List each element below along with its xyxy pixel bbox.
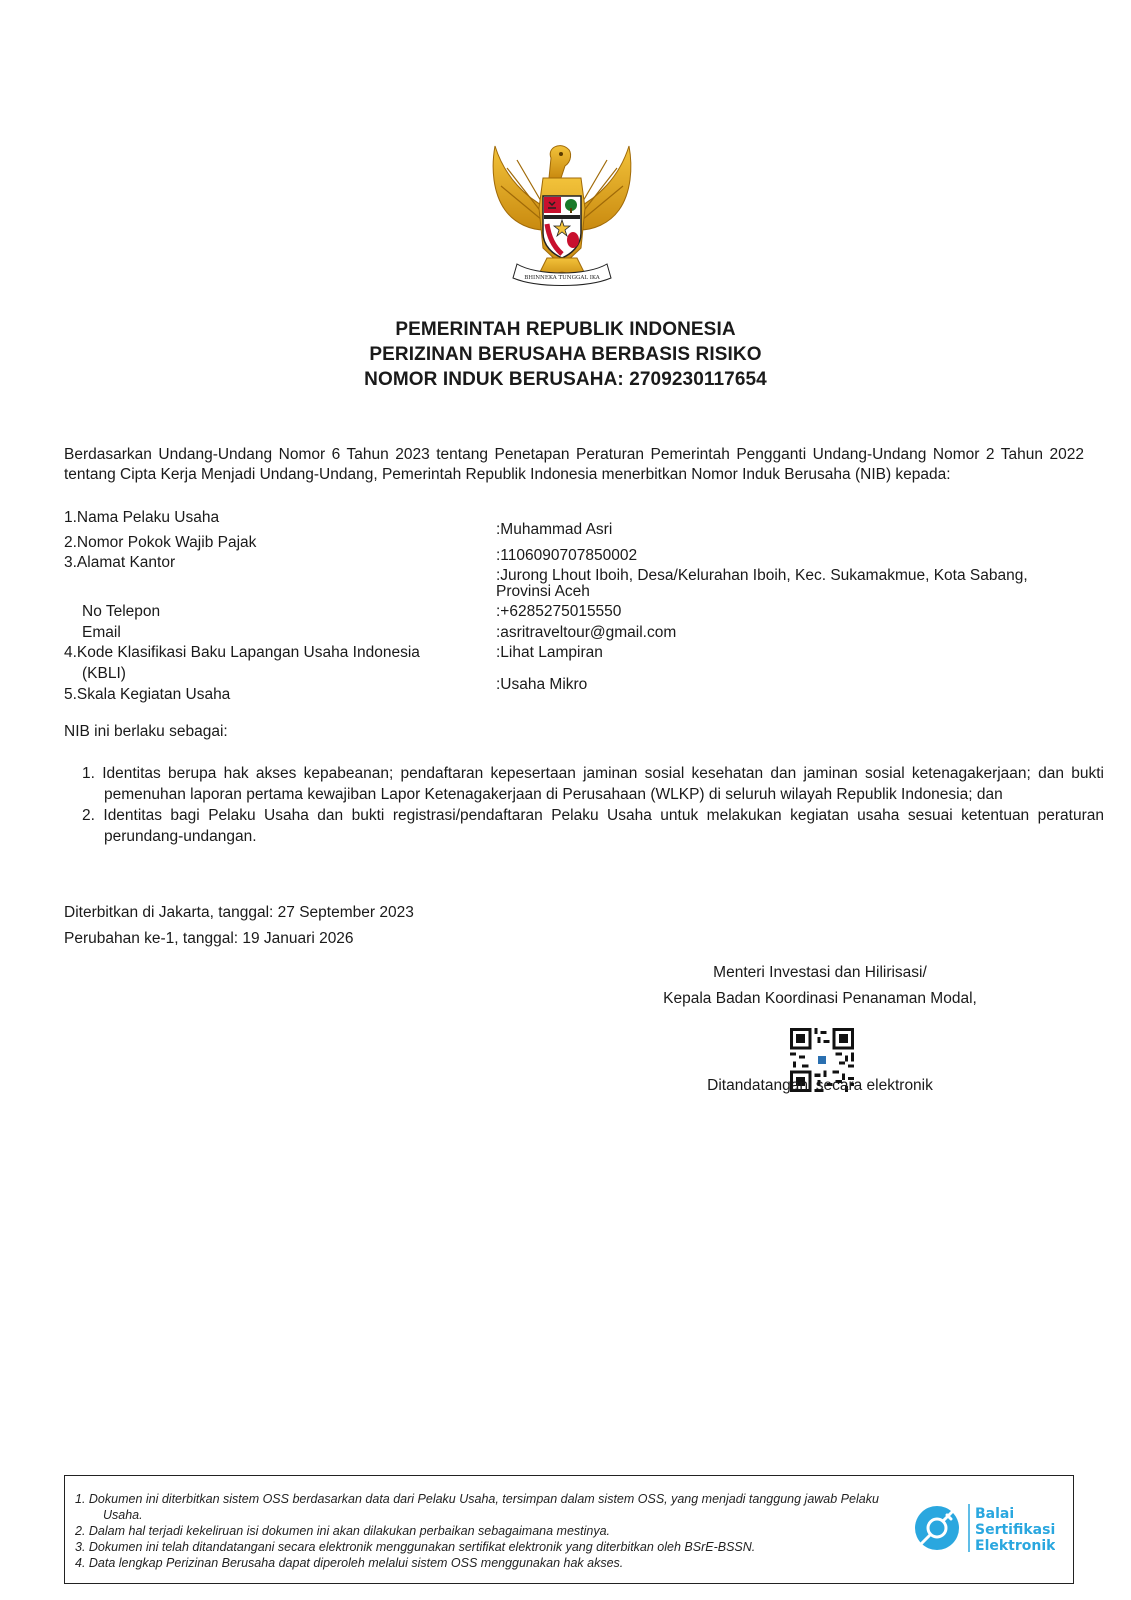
footer-note: 3. Dokumen ini telah ditandatangani secara elektronik menggunakan sertifikat elektronik yang diterbitkan oleh BSrE-BSSN. bbox=[75, 1540, 756, 1554]
signatory-title-line2: Kepala Badan Koordinasi Penanaman Modal, bbox=[663, 990, 977, 1007]
berlaku-list bbox=[82, 763, 1104, 847]
svg-text:Elektronik: Elektronik bbox=[975, 1538, 1055, 1554]
document-header-government: PEMERINTAH REPUBLIK INDONESIA bbox=[395, 319, 736, 340]
telepon-value: :+6285275015550 bbox=[496, 603, 622, 620]
signatory-title-line1: Menteri Investasi dan Hilirisasi/ bbox=[713, 964, 927, 981]
npwp-value: :1106090707850002 bbox=[496, 547, 638, 564]
nama-value: :Muhammad Asri bbox=[496, 521, 613, 538]
bsre-logo bbox=[913, 1498, 1055, 1558]
garuda-pancasila-emblem bbox=[487, 138, 637, 298]
svg-text:Sertifikasi: Sertifikasi bbox=[975, 1522, 1055, 1538]
document-header-permit: PERIZINAN BERUSAHA BERBASIS RISIKO bbox=[369, 344, 762, 365]
footer-notes bbox=[75, 1491, 905, 1571]
footer-disclaimer-box bbox=[64, 1475, 1074, 1584]
svg-text:BHINNEKA TUNGGAL IKA: BHINNEKA TUNGGAL IKA bbox=[524, 275, 600, 281]
skala-value: :Usaha Mikro bbox=[496, 676, 588, 693]
footer-note: 2. Dalam hal terjadi kekeliruan isi dokumen ini akan dilakukan perbaikan sebagaimana mestinya. bbox=[75, 1524, 611, 1538]
alamat-label: 3.Alamat Kantor bbox=[64, 554, 176, 571]
npwp-label: 2.Nomor Pokok Wajib Pajak bbox=[64, 534, 257, 551]
kbli-label-abbr: (KBLI) bbox=[82, 665, 126, 682]
email-value: :asritraveltour@gmail.com bbox=[496, 624, 677, 641]
skala-label: 5.Skala Kegiatan Usaha bbox=[64, 686, 231, 703]
list-item: 2. Identitas bagi Pelaku Usaha dan bukti registrasi/pendaftaran Pelaku Usaha untuk melakukan kegiatan usaha sesuai ketentuan peraturan perundang-undangan. bbox=[82, 807, 1104, 845]
issued-date: Diterbitkan di Jakarta, tanggal: 27 September 2023 bbox=[64, 904, 414, 921]
kbli-label: 4.Kode Klasifikasi Baku Lapangan Usaha Indonesia bbox=[64, 644, 420, 661]
footer-note: 4. Data lengkap Perizinan Berusaha dapat diperoleh melalui sistem OSS menggunakan hak akses. bbox=[75, 1556, 624, 1570]
email-label: Email bbox=[82, 624, 121, 641]
svg-text:Balai: Balai bbox=[975, 1506, 1015, 1522]
kbli-value: :Lihat Lampiran bbox=[496, 644, 603, 661]
telepon-label: No Telepon bbox=[82, 603, 161, 620]
nib-berlaku-heading: NIB ini berlaku sebagai: bbox=[64, 723, 228, 740]
intro-paragraph: Berdasarkan Undang-Undang Nomor 6 Tahun 2023 tentang Penetapan Peraturan Pemerintah Pengganti Undang-Undang Nomor 2 Tahun 2022 tentang Cipta Kerja Menjadi Undang-Undang, Pemerintah Republik Indonesia menerbitkan Nomor Induk Berusaha (NIB) kepada: bbox=[64, 446, 1084, 483]
alamat-value: :Jurong Lhout Iboih, Desa/Kelurahan Iboih, Kec. Sukamakmue, Kota Sabang, Provinsi Aceh bbox=[496, 567, 1028, 600]
e-signature-note: Ditandatangani secara elektronik bbox=[707, 1077, 933, 1094]
footer-note: 1. Dokumen ini diterbitkan sistem OSS berdasarkan data dari Pelaku Usaha, tersimpan dalam sistem OSS, yang menjadi tanggung jawab Pelaku Usaha. bbox=[75, 1492, 879, 1522]
list-item: 1. Identitas berupa hak akses kepabeanan; pendaftaran kepesertaan jaminan sosial kesehatan dan jaminan sosial ketenagakerjaan; dan bukti pemenuhan laporan pertama kewajiban Lapor Ketenagakerjaan di Perusahaan (WLKP) di seluruh wilayah Republik Indonesia; dan bbox=[82, 765, 1104, 803]
document-header-nib: NOMOR INDUK BERUSAHA: 2709230117654 bbox=[364, 369, 767, 390]
nama-label: 1.Nama Pelaku Usaha bbox=[64, 509, 220, 526]
revision-date: Perubahan ke-1, tanggal: 19 Januari 2026 bbox=[64, 930, 354, 947]
